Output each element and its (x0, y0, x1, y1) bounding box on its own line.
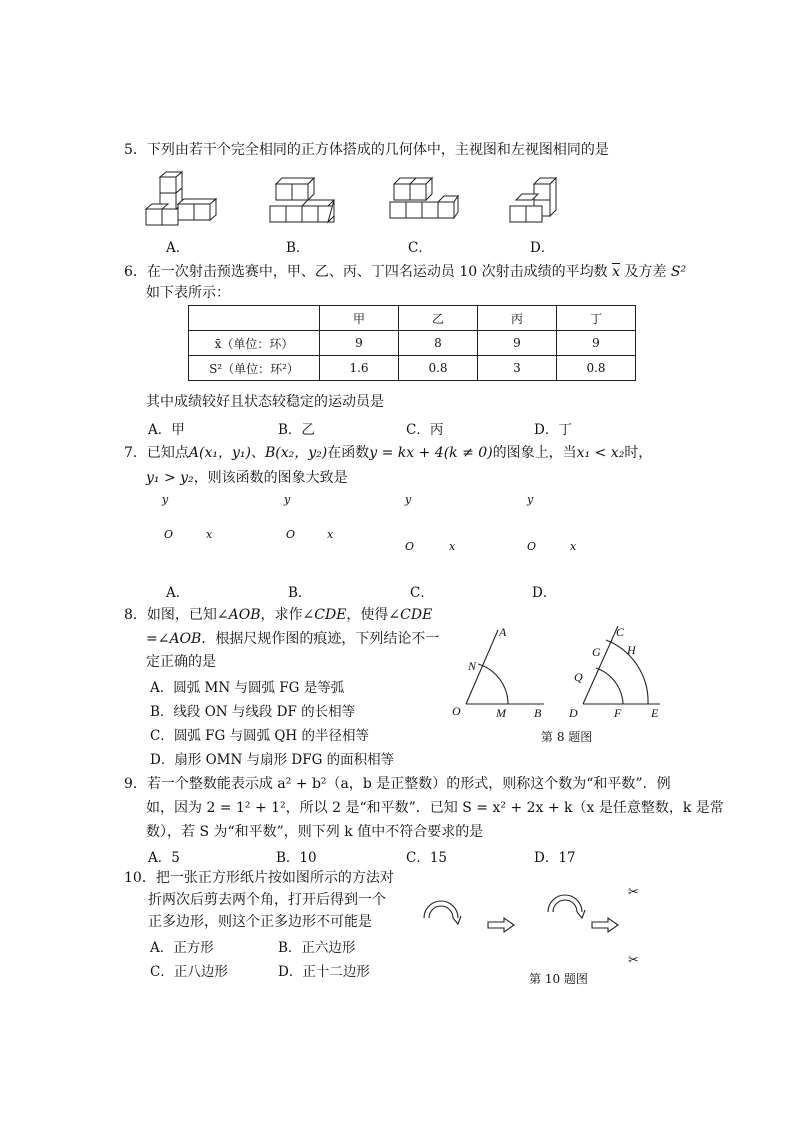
q8-label-b: B (534, 706, 542, 720)
table-cell: 9 (478, 331, 557, 356)
table-row (189, 331, 636, 356)
q8-label-d: D (569, 706, 578, 720)
q8-caption: 第 8 题图 (541, 730, 593, 744)
q6-text-mid: 及方差 (624, 264, 667, 280)
table-header-cell: 甲 (320, 306, 399, 331)
q5-text: 5．下列由若干个完全相同的正方体搭成的几何体中，主视图和左视图相同的是 (124, 142, 609, 158)
scissors-icon: ✂ (628, 953, 639, 968)
q8-label-g: G (592, 645, 601, 659)
table-cell: 3 (478, 356, 557, 381)
q8-line1 (124, 605, 432, 625)
q9-line2: 如，因为 2 = 1² + 1²，所以 2 是“和平数”．已知 S = x² + 2x + k（x 是任意整数，k 是常 (146, 800, 724, 816)
q8-line3: 定正确的是 (146, 654, 216, 670)
q8-label-m: M (496, 706, 506, 720)
q6-option-b[interactable]: B．乙 (278, 422, 315, 438)
q8-line2-b: ．根据尺规作图的痕迹，下列结论不一 (201, 631, 440, 647)
q7-graph-c-origin: O (405, 540, 415, 553)
q8-label-a: A (499, 625, 507, 639)
q5-option-a[interactable]: A． (166, 240, 190, 256)
q8-option-a[interactable]: A．圆弧 MN 与圆弧 FG 是等弧 (150, 680, 345, 696)
q7-option-b[interactable]: B． (288, 585, 312, 601)
q7-sep: 、 (251, 445, 265, 461)
q10-option-d[interactable]: D．正十二边形 (278, 964, 370, 980)
right-arrow-icon (592, 918, 618, 932)
table-cell: 1.6 (320, 356, 399, 381)
q10-line3: 正多边形，则这个正多边形不可能是 (148, 914, 372, 930)
q8-line2-a: = (146, 631, 158, 647)
q10-caption: 第 10 题图 (529, 972, 588, 986)
q8-angle-aob-2: ∠AOB (157, 631, 202, 647)
q8-label-o: O (452, 704, 461, 718)
q5-option-b[interactable]: B． (286, 240, 310, 256)
table-cell: 9 (320, 331, 399, 356)
table-header-cell (189, 306, 320, 331)
q10-option-a[interactable]: A．正方形 (150, 940, 214, 956)
q9-option-c[interactable]: C．15 (406, 850, 448, 866)
table-header-cell: 丁 (557, 306, 636, 331)
q7-graph-b-x: x (327, 528, 334, 541)
q6-option-a[interactable]: A．甲 (148, 422, 185, 438)
q7-graph-a-x: x (206, 528, 213, 541)
q8-label-h: H (627, 643, 636, 657)
q7-line1-d: 时， (624, 445, 653, 461)
q8-line2 (146, 629, 439, 649)
q8-label-c: C (616, 625, 625, 639)
table-cell: 9 (557, 331, 636, 356)
q8-label-q: Q (574, 670, 583, 684)
q10-option-c[interactable]: C．正八边形 (150, 964, 228, 980)
q9-option-d[interactable]: D．17 (534, 850, 576, 866)
q7-option-c[interactable]: C． (410, 585, 434, 601)
q7-line1-c: 的图象上，当 (492, 445, 577, 461)
q6-var-symbol: S² (670, 264, 687, 280)
q8-label-e: E (651, 706, 659, 720)
q7-graph-c-x: x (449, 540, 456, 553)
q7-option-a[interactable]: A． (166, 585, 190, 601)
q7-graph-d-y: y (527, 493, 534, 506)
q7-graph-b-origin: O (286, 528, 296, 541)
table-cell: 8 (399, 331, 478, 356)
q7-line2-text: ，则该函数的图象大致是 (193, 470, 348, 486)
q7-line2 (146, 468, 348, 488)
q9-option-b[interactable]: B．10 (276, 850, 317, 866)
q7-line1 (124, 443, 652, 463)
q6-table (188, 305, 636, 381)
table-header-row (189, 306, 636, 331)
q9-line1: 9．若一个整数能表示成 a² + b²（a，b 是正整数）的形式，则称这个数为“和平数”．例 (124, 776, 671, 792)
q10-line1: 10．把一张正方形纸片按如图所示的方法对 (124, 870, 394, 886)
q7-graph-b-y: y (284, 493, 291, 506)
q8-line1-a: 8．如图，已知 (124, 607, 217, 623)
q8-label-n: N (468, 659, 477, 673)
q8-figure (448, 622, 668, 722)
q8-line1-c: ，使得 (346, 607, 389, 623)
q5-figure-b (268, 178, 338, 230)
table-row (189, 356, 636, 381)
q8-angle-cde: ∠CDE (302, 607, 347, 623)
q5-option-c[interactable]: C． (408, 240, 432, 256)
scissors-icon: ✂ (628, 885, 639, 900)
q10-line2: 折两次后剪去两个角，打开后得到一个 (148, 892, 386, 908)
q8-option-b[interactable]: B．线段 ON 与线段 DF 的长相等 (150, 704, 356, 720)
q8-angle-cde-2: ∠CDE (388, 607, 433, 623)
q5-figure-d (508, 178, 564, 230)
table-cell: 0.8 (557, 356, 636, 381)
q7-graph-a-origin: O (164, 528, 174, 541)
q6-text-line1: 6．在一次射击预选赛中，甲、乙、丙、丁四名运动员 10 次射击成绩的平均数 (124, 264, 608, 280)
q7-cond: x₁ < x₂ (576, 445, 625, 461)
q7-option-d[interactable]: D． (532, 585, 557, 601)
q9-line3: 数），若 S 为“和平数”，则下列 k 值中不符合要求的是 (146, 824, 484, 840)
q8-label-f: F (614, 706, 622, 720)
q10-option-b[interactable]: B．正六边形 (278, 940, 356, 956)
table-row-label: S²（单位：环²） (189, 356, 320, 381)
q6-line2: 如下表所示： (146, 285, 230, 301)
q10-figure (420, 884, 652, 970)
q5-figure-a (140, 172, 220, 230)
q6-question: 其中成绩较好且状态较稳定的运动员是 (146, 394, 384, 410)
q6-option-c[interactable]: C．丙 (406, 422, 444, 438)
q7-line1-b: 在函数 (327, 445, 370, 461)
q6-line1 (124, 262, 686, 282)
q7-func: y = kx + 4(k ≠ 0) (369, 445, 493, 461)
q7-point-b: B(x₂，y₂) (265, 445, 328, 461)
q9-option-a[interactable]: A．5 (148, 850, 180, 866)
q8-line1-b: ，求作 (260, 607, 303, 623)
right-arrow-icon (488, 918, 514, 932)
table-header-cell: 丙 (478, 306, 557, 331)
q7-graph-d-origin: O (527, 540, 537, 553)
q8-option-d[interactable]: D．扇形 OMN 与扇形 DFG 的面积相等 (150, 752, 395, 768)
table-row-label: x̄（单位：环） (189, 331, 320, 356)
q5-figure-c (388, 178, 460, 230)
q8-angle-aob: ∠AOB (216, 607, 261, 623)
table-header-cell: 乙 (399, 306, 478, 331)
q6-mean-symbol: $\overline{x}$ (612, 264, 620, 280)
q7-line1-a: 7．已知点 (124, 445, 189, 461)
q8-option-c[interactable]: C．圆弧 FG 与圆弧 QH 的半径相等 (150, 728, 369, 744)
q7-graph-d-x: x (570, 540, 577, 553)
q5-option-d[interactable]: D． (530, 240, 555, 256)
q6-option-d[interactable]: D．丁 (534, 422, 572, 438)
q7-graph-a-y: y (162, 493, 169, 506)
q7-line2-cond: y₁ > y₂ (146, 470, 194, 486)
q7-point-a: A(x₁，y₁) (188, 445, 251, 461)
table-cell: 0.8 (399, 356, 478, 381)
q7-graph-c-y: y (405, 493, 412, 506)
